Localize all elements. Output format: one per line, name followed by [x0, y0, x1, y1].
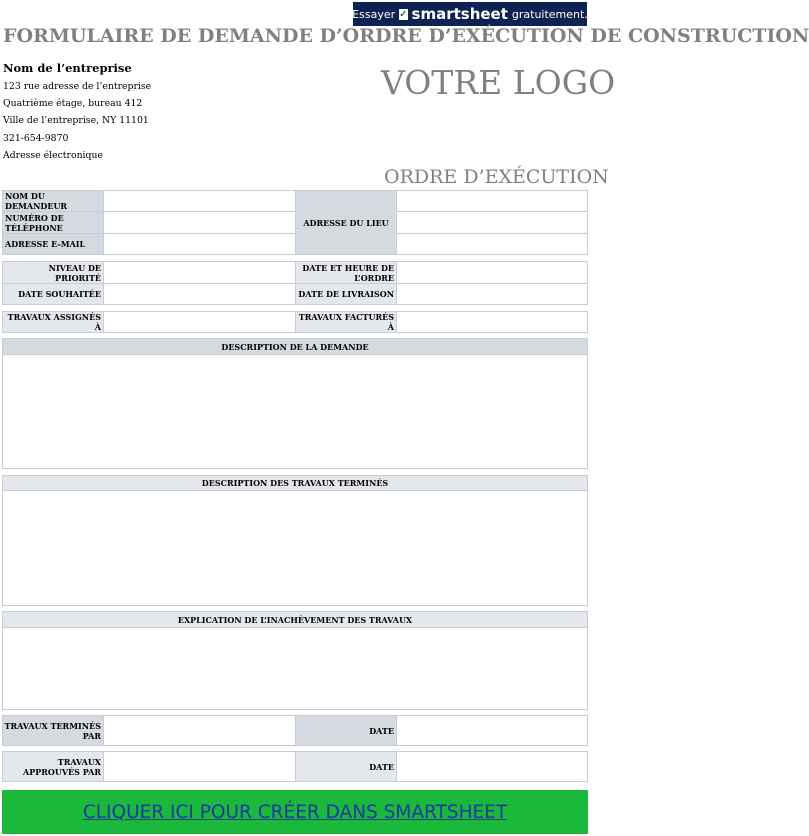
- delivery-date-label: DATE DE LIVRAISON: [295, 283, 397, 305]
- company-address-line-1: 123 rue adresse de l’entreprise: [3, 81, 152, 92]
- banner-prefix: Essayer: [352, 7, 396, 21]
- page-title: FORMULAIRE DE DEMANDE D’ORDRE D’EXÉCUTION DE CONSTRUCTION: [3, 25, 809, 47]
- desired-date-label: DATE SOUHAITÉE: [2, 283, 104, 305]
- billed-to-label: TRAVAUX FACTURÉS À: [295, 311, 397, 333]
- requester-field[interactable]: [103, 190, 296, 212]
- checkmark-icon: ✓: [399, 8, 408, 20]
- approved-by-field[interactable]: [103, 751, 296, 782]
- completed-work-field[interactable]: [2, 490, 588, 606]
- smartsheet-trial-banner[interactable]: [353, 2, 587, 26]
- incomplete-work-header: EXPLICATION DE L’INACHÈVEMENT DES TRAVAUX: [2, 611, 588, 628]
- company-name: Nom de l’entreprise: [3, 61, 132, 75]
- approved-date-field[interactable]: [396, 751, 588, 782]
- assigned-to-label: TRAVAUX ASSIGNÉS À: [2, 311, 104, 333]
- request-description-field[interactable]: [2, 354, 588, 469]
- completed-by-label: TRAVAUX TERMINÉS PAR: [2, 715, 104, 746]
- desired-date-field[interactable]: [103, 283, 296, 305]
- phone-field[interactable]: [103, 211, 296, 234]
- company-address-line-3: Ville de l’entreprise, NY 11101: [3, 115, 149, 126]
- incomplete-work-field[interactable]: [2, 627, 588, 710]
- priority-field[interactable]: [103, 261, 296, 284]
- site-address-field-2[interactable]: [396, 211, 588, 234]
- requester-label: NOM DU DEMANDEUR: [2, 190, 104, 212]
- completed-date-field[interactable]: [396, 715, 588, 746]
- assigned-to-field[interactable]: [103, 311, 296, 333]
- order-datetime-field[interactable]: [396, 261, 588, 284]
- site-address-field-1[interactable]: [396, 190, 588, 212]
- email-field[interactable]: [103, 233, 296, 255]
- company-email: Adresse électronique: [3, 150, 103, 161]
- request-description-header: DESCRIPTION DE LA DEMANDE: [2, 338, 588, 355]
- banner-brand: smartsheet: [411, 5, 508, 23]
- site-address-label: ADRESSE DU LIEU: [295, 190, 397, 255]
- email-label: ADRESSE E-MAIL: [2, 233, 104, 255]
- order-label: ORDRE D’EXÉCUTION: [384, 166, 609, 188]
- create-in-smartsheet-button[interactable]: [2, 790, 588, 834]
- billed-to-field[interactable]: [396, 311, 588, 333]
- completed-date-label: DATE: [295, 715, 397, 746]
- approved-date-label: DATE: [295, 751, 397, 782]
- company-address-line-2: Quatrième étage, bureau 412: [3, 98, 143, 109]
- approved-by-label: TRAVAUX APPROUVÉS PAR: [2, 751, 104, 782]
- phone-label: NUMÉRO DE TÉLÉPHONE: [2, 211, 104, 234]
- priority-label: NIVEAU DE PRIORITÉ: [2, 261, 104, 284]
- company-phone: 321-654-9870: [3, 133, 69, 144]
- create-in-smartsheet-link[interactable]: CLIQUER ICI POUR CRÉER DANS SMARTSHEET: [82, 801, 508, 823]
- logo-placeholder: VOTRE LOGO: [381, 63, 616, 102]
- delivery-date-field[interactable]: [396, 283, 588, 305]
- site-address-field-3[interactable]: [396, 233, 588, 255]
- completed-work-header: DESCRIPTION DES TRAVAUX TERMINÉS: [2, 475, 588, 491]
- banner-suffix: gratuitement.: [511, 7, 588, 21]
- order-datetime-label: DATE ET HEURE DE L’ORDRE: [295, 261, 397, 284]
- completed-by-field[interactable]: [103, 715, 296, 746]
